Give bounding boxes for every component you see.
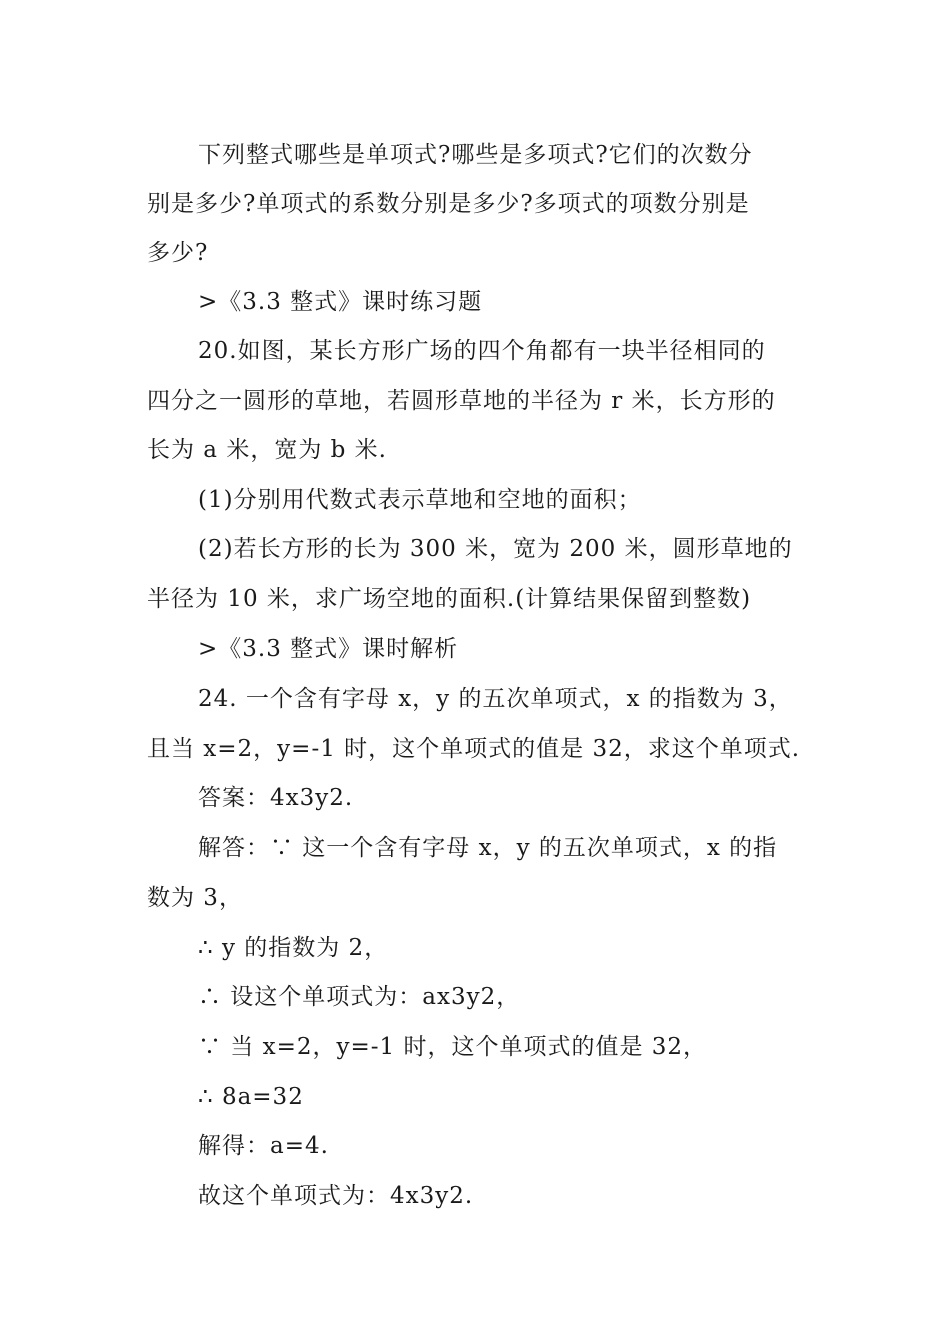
problem-20-part-1: (1)分别用代数式表示草地和空地的面积； [198,487,642,513]
solution-line-6: ∴ 8a=32 [198,1084,304,1110]
solution-line-4: ∴ 设这个单项式为：ax3y2， [198,984,521,1010]
solution-line-1: 解答：∵ 这一个含有字母 x，y 的五次单项式，x 的指 [198,835,778,861]
problem-20-line-3: 长为 a 米，宽为 b 米. [147,437,387,463]
answer-line: 答案：4x3y2. [198,785,354,811]
solution-line-5: ∵ 当 x=2，y=-1 时，这个单项式的值是 32， [198,1034,708,1060]
problem-24-line-1: 24. 一个含有字母 x，y 的五次单项式，x 的指数为 3， [198,686,793,712]
problem-24-line-2: 且当 x=2，y=-1 时，这个单项式的值是 32，求这个单项式. [147,736,801,762]
section-link-practice[interactable]: >《3.3 整式》课时练习题 [198,289,483,315]
question-intro-line-3: 多少? [147,240,209,266]
solution-line-3: ∴ y 的指数为 2， [198,935,389,961]
solution-conclusion: 故这个单项式为：4x3y2. [198,1183,474,1209]
question-intro-line-1: 下列整式哪些是单项式?哪些是多项式?它们的次数分 [198,142,753,168]
solution-line-7: 解得：a=4. [198,1133,329,1159]
section-link-analysis[interactable]: >《3.3 整式》课时解析 [198,636,459,662]
problem-20-part-2-line-2: 半径为 10 米，求广场空地的面积.(计算结果保留到整数) [147,586,752,612]
problem-20-line-2: 四分之一圆形的草地，若圆形草地的半径为 r 米，长方形的 [147,388,776,414]
problem-20-line-1: 20.如图，某长方形广场的四个角都有一块半径相同的 [198,338,766,364]
problem-20-part-2-line-1: (2)若长方形的长为 300 米，宽为 200 米，圆形草地的 [198,536,793,562]
question-intro-line-2: 别是多少?单项式的系数分别是多少?多项式的项数分别是 [147,191,750,217]
solution-line-2: 数为 3， [147,885,243,911]
